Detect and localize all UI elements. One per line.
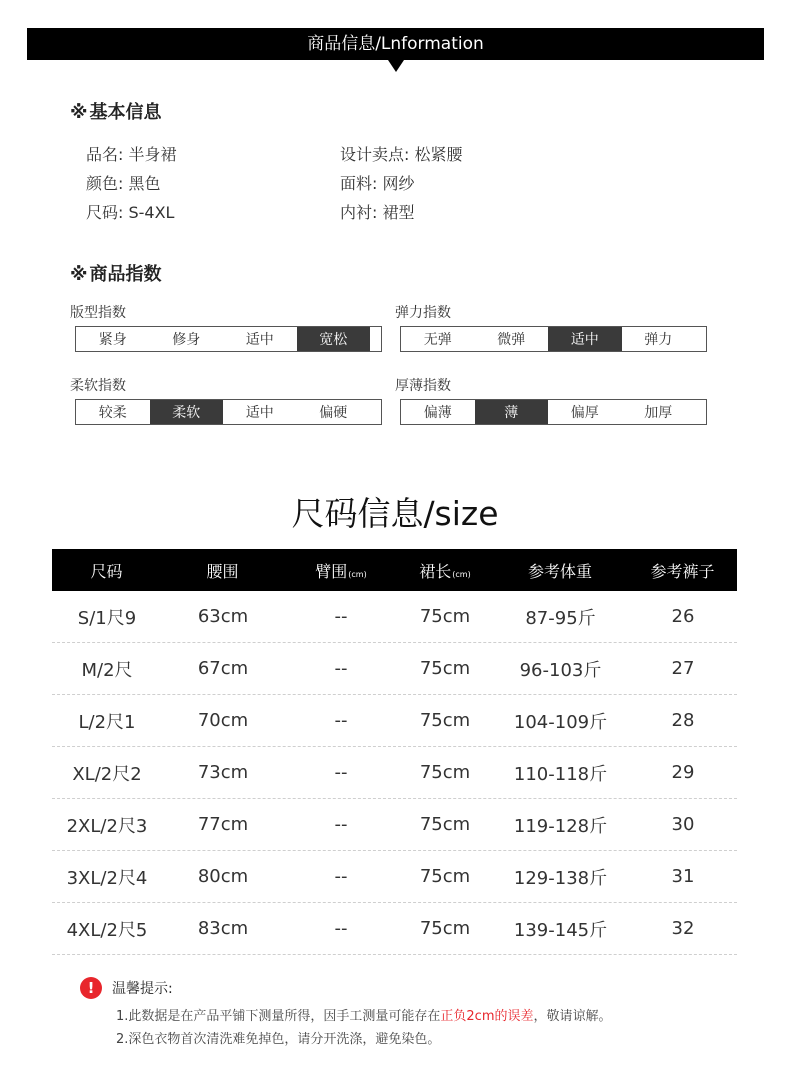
table-row <box>52 643 737 695</box>
cell-arm: -- <box>334 710 348 731</box>
cell-arm: -- <box>334 866 348 887</box>
table-row <box>52 799 737 851</box>
scale-option: 适中 <box>245 405 274 421</box>
cell-waist: 83cm <box>197 918 249 939</box>
cell-size: 2XL/2尺3 <box>66 815 148 837</box>
scale-option-selected: 柔软 <box>150 400 224 424</box>
size-table-header <box>52 549 737 591</box>
section-header-bar <box>27 28 764 60</box>
table-row <box>52 903 737 955</box>
scale-option-selected: 宽松 <box>297 327 371 351</box>
cell-pants-size: 27 <box>671 658 695 679</box>
cell-pants-size: 32 <box>671 918 695 939</box>
info-color: 颜色: 黑色 <box>86 174 161 193</box>
softness-index-label: 柔软指数 <box>70 378 126 394</box>
cell-arm: -- <box>334 918 348 939</box>
cell-skirt-length: 75cm <box>419 918 471 939</box>
info-product-name: 品名: 半身裙 <box>86 145 177 164</box>
column-header: 裙长(cm) <box>419 561 471 581</box>
fit-index-scale <box>75 326 382 352</box>
table-row <box>52 747 737 799</box>
cell-skirt-length: 75cm <box>419 866 471 887</box>
cell-weight: 87-95斤 <box>525 607 596 629</box>
cell-pants-size: 28 <box>671 710 695 731</box>
table-row <box>52 695 737 747</box>
cell-skirt-length: 75cm <box>419 710 471 731</box>
thickness-index-label: 厚薄指数 <box>395 378 451 394</box>
reference-mark-icon: ※ <box>70 264 88 285</box>
cell-size: S/1尺9 <box>77 607 137 629</box>
info-lining: 内衬: 裙型 <box>340 203 415 222</box>
cell-arm: -- <box>334 814 348 835</box>
scale-option: 偏硬 <box>319 405 348 421</box>
section-header-title: 商品信息/Lnformation <box>307 34 484 54</box>
cell-weight: 129-138斤 <box>513 867 608 889</box>
column-header: 臂围(cm) <box>315 561 367 581</box>
scale-option: 偏薄 <box>423 405 452 421</box>
cell-weight: 104-109斤 <box>513 711 608 733</box>
cell-size: L/2尺1 <box>78 711 136 733</box>
cell-skirt-length: 75cm <box>419 814 471 835</box>
scale-option: 偏厚 <box>570 405 599 421</box>
cell-weight: 119-128斤 <box>513 815 608 837</box>
reference-mark-icon: ※ <box>70 102 88 123</box>
scale-option: 较柔 <box>98 405 127 421</box>
cell-weight: 96-103斤 <box>519 659 602 681</box>
cell-pants-size: 30 <box>671 814 695 835</box>
cell-waist: 70cm <box>197 710 249 731</box>
header-notch-triangle <box>388 60 404 72</box>
column-header: 参考裤子 <box>650 561 715 581</box>
scale-option: 紧身 <box>98 332 127 348</box>
info-size-range: 尺码: S-4XL <box>86 203 175 222</box>
cell-skirt-length: 75cm <box>419 762 471 783</box>
cell-waist: 67cm <box>197 658 249 679</box>
cell-waist: 63cm <box>197 606 249 627</box>
tip-highlight: 正负2cm的误差 <box>440 1009 534 1024</box>
column-header: 尺码 <box>90 561 123 581</box>
column-header: 参考体重 <box>527 561 592 581</box>
product-index-heading-text: 商品指数 <box>89 264 162 285</box>
cell-arm: -- <box>334 658 348 679</box>
scale-option: 弹力 <box>644 332 673 348</box>
basic-info-heading-text: 基本信息 <box>89 102 162 123</box>
cell-pants-size: 26 <box>671 606 695 627</box>
scale-option: 加厚 <box>644 405 673 421</box>
scale-option: 修身 <box>172 332 201 348</box>
tip-line-2: 2.深色衣物首次清洗难免掉色，请分开洗涤，避免染色。 <box>116 1032 441 1047</box>
size-info-title: 尺码信息/size <box>291 494 499 533</box>
cell-arm: -- <box>334 762 348 783</box>
warning-icon: ! <box>80 977 102 999</box>
cell-size: M/2尺 <box>81 659 133 681</box>
info-fabric: 面料: 网纱 <box>340 174 415 193</box>
cell-weight: 139-145斤 <box>513 919 608 941</box>
cell-size: 3XL/2尺4 <box>66 867 148 889</box>
thickness-index-scale <box>400 399 707 425</box>
scale-option-selected: 适中 <box>548 327 622 351</box>
table-row <box>52 851 737 903</box>
cell-arm: -- <box>334 606 348 627</box>
size-table <box>52 549 737 955</box>
cell-waist: 77cm <box>197 814 249 835</box>
table-row <box>52 591 737 643</box>
scale-option: 微弹 <box>497 332 526 348</box>
cell-pants-size: 29 <box>671 762 695 783</box>
cell-pants-size: 31 <box>671 866 695 887</box>
cell-waist: 80cm <box>197 866 249 887</box>
cell-waist: 73cm <box>197 762 249 783</box>
softness-index-scale <box>75 399 382 425</box>
scale-option: 无弹 <box>423 332 452 348</box>
tip-line-1: 1.此数据是在产品平铺下测量所得，因手工测量可能存在正负2cm的误差，敬请谅解。 <box>116 1009 612 1024</box>
scale-option-selected: 薄 <box>475 400 549 424</box>
product-index-heading <box>70 260 162 286</box>
basic-info-heading <box>70 98 162 124</box>
cell-skirt-length: 75cm <box>419 606 471 627</box>
elasticity-index-label: 弹力指数 <box>395 305 451 321</box>
cell-size: XL/2尺2 <box>72 763 142 785</box>
column-header: 腰围 <box>206 561 239 581</box>
scale-option: 适中 <box>245 332 274 348</box>
fit-index-label: 版型指数 <box>70 305 126 321</box>
cell-size: 4XL/2尺5 <box>66 919 148 941</box>
info-design-feature: 设计卖点: 松紧腰 <box>340 145 463 164</box>
cell-skirt-length: 75cm <box>419 658 471 679</box>
cell-weight: 110-118斤 <box>513 763 608 785</box>
tips-title: 温馨提示: <box>112 981 173 997</box>
elasticity-index-scale <box>400 326 707 352</box>
